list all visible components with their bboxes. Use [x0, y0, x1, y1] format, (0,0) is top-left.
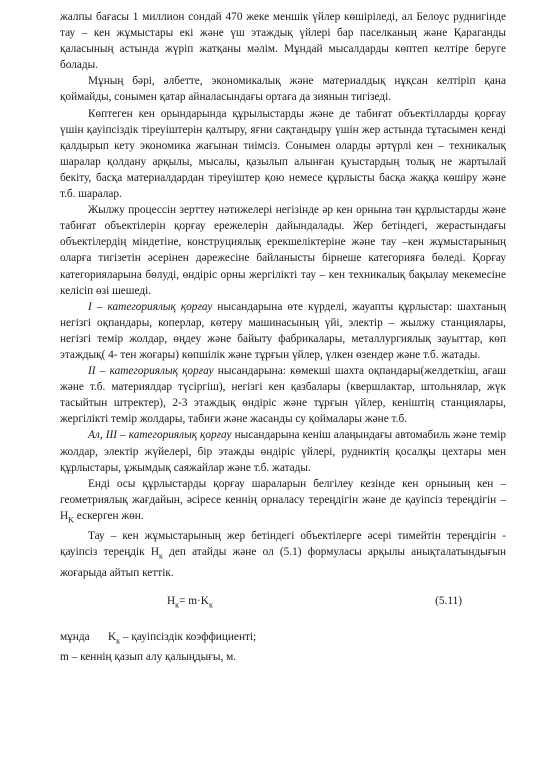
subscript: к — [208, 600, 213, 610]
formula-rhs: = m·K — [179, 594, 209, 607]
formula-expression — [167, 593, 213, 613]
legend-line — [60, 629, 506, 649]
category-3-term: Ал, ІІІ – категориялық қорғау — [88, 429, 232, 442]
paragraph-text: Тау – кен жұмыстарының жер бетіндегі объектілерге әсері тимейтін тереңдігін - қауіпсіз тереңдік H — [60, 530, 506, 559]
paragraph-text: Жылжу процессін зерттеу нәтижелері негізінде әр кен орнына тән құрлыстарды және табиғат объектілерін қорғау ережелерін дайындалады. Жер бетіндегі, жерастындағы объектілердің міндетіне, конструциялық ерекшеліктеріне және тау –кен жұмыстарының оларға тигізетін әсерінен дәрежесіне байланысты бірнеше категорияға бөледі. Қорғау категорияларына бөлуді, өндіріс орны жергілікті тау – кен техникалық бақылау мекемесіне келісіп өзі шешеді. — [60, 204, 506, 297]
formula-number: (5.11) — [435, 594, 462, 607]
paragraph-text: Енді осы құрлыстарды қорғау шараларын белгілеу кезінде кен орнының кен – геометриялық жағдайын, әсіресе кеннің орналасу тереңдігін және де қауіпсіз тереңдігін – H — [60, 477, 506, 522]
legend-symbol: K — [108, 631, 117, 644]
legend-description: m – кеннің қазып алу қалыңдығы, м. — [60, 651, 237, 664]
where-label: мұнда — [60, 631, 90, 644]
paragraph — [60, 9, 506, 73]
category-2-term: ІІ – категориялық қорғау — [88, 365, 214, 378]
formula — [60, 593, 506, 613]
paragraph — [60, 106, 506, 203]
category-3-paragraph — [60, 427, 506, 475]
category-1-paragraph — [60, 299, 506, 363]
document-body — [60, 9, 506, 666]
paragraph-text: Көптеген кен орындарында құрылыстарды және де табиғат объектілларды қорғау үшін қауіпсіздік тіреуіштерін қалтыру, яғни сақтандыру үшін жер астында тұтасымен кенді қалдырып кету экономика жағынан тиімсіз. Сонымен оларды әртүрлі кен – техникалық шаралар қолдану арқылы, мысалы, қазылып алынған қуыстардың толық не жартылай бекіту, басқа материалдардан тіреуіштер қою немесе құрлысты басқа жаққа көшіру және т.б. шаралар. — [60, 107, 506, 201]
paragraph — [60, 202, 506, 299]
paragraph-text: деп атайды және ол (5.1) формуласы арқылы анықталатындығын жоғарыда айтып кеттік. — [60, 546, 507, 579]
legend-line — [60, 649, 506, 665]
subscript: K — [68, 515, 74, 525]
paragraph-text: Мұның бәрі, әлбетте, экономикалық және материалдық нұқсан келтіріп қана қоймайды, сонымен қатар айналасындағы ортаға да зиянын тигізеді. — [60, 75, 506, 104]
formula-lhs: H — [167, 594, 176, 607]
paragraph-text: нысандарына кеніш алаңындағы автомабиль және темір жолдар, электір жүйелері, бір этажды өндіріс үйлері, рудниктің қосалқы цехтары мен құрлыстары, ұжымдық саяжайлар және т.б. жатады. — [60, 429, 506, 474]
paragraph — [60, 73, 506, 105]
paragraph-text: нысандарына: көмекші шахта оқпандары(желдеткіш, ағаш және т.б. материялдар түсіргіш), негізгі кен қазбалары (квершлактар, штольнялар, жүк тасыйтын штректер), 2-3 этаждық өндіріс және тұрғын үйлер, кеніштің станциялары, жергілікті темір жолдары, табиғи және жасанды су қоймалары және т.б. — [60, 365, 507, 426]
paragraph-text: ескерген жөн. — [73, 509, 144, 522]
category-1-term: І – категориялық қорғау — [88, 300, 213, 313]
subscript: к — [175, 600, 180, 610]
paragraph — [60, 528, 506, 581]
category-2-paragraph — [60, 363, 506, 427]
paragraph-text: жалпы бағасы 1 миллион сондай 470 жеке меншік үйлер көшіріледі, ал Белоус руднигінде тау – кен жұмыстары екі және үш этаждық үйлері бар паселканың және Қараганды қаласының астында жүріп жатқаны мәлім. Мұндай мысалдарды көптеп келтіре беруге болады. — [60, 11, 506, 72]
subscript: к — [158, 551, 163, 561]
subscript: к — [116, 636, 121, 646]
paragraph — [60, 476, 506, 529]
legend-description: – қауіпсіздік коэффициенті; — [120, 631, 257, 644]
paragraph-text: нысандарына өте күрделі, жауапты құрлыстар: шахтаның негізгі оқпандары, коперлар, көтеру машинасының үйі, электір – жылжу станциялары, негізгі темір жолдар, өңдеу және байыту фабрикалары, металлургиялық зауыттар, көп этаждық( 4- тен жоғары) көпшілік және тұрғын үйлер, үлкен өзендер және т.б. жатады. — [60, 300, 506, 361]
